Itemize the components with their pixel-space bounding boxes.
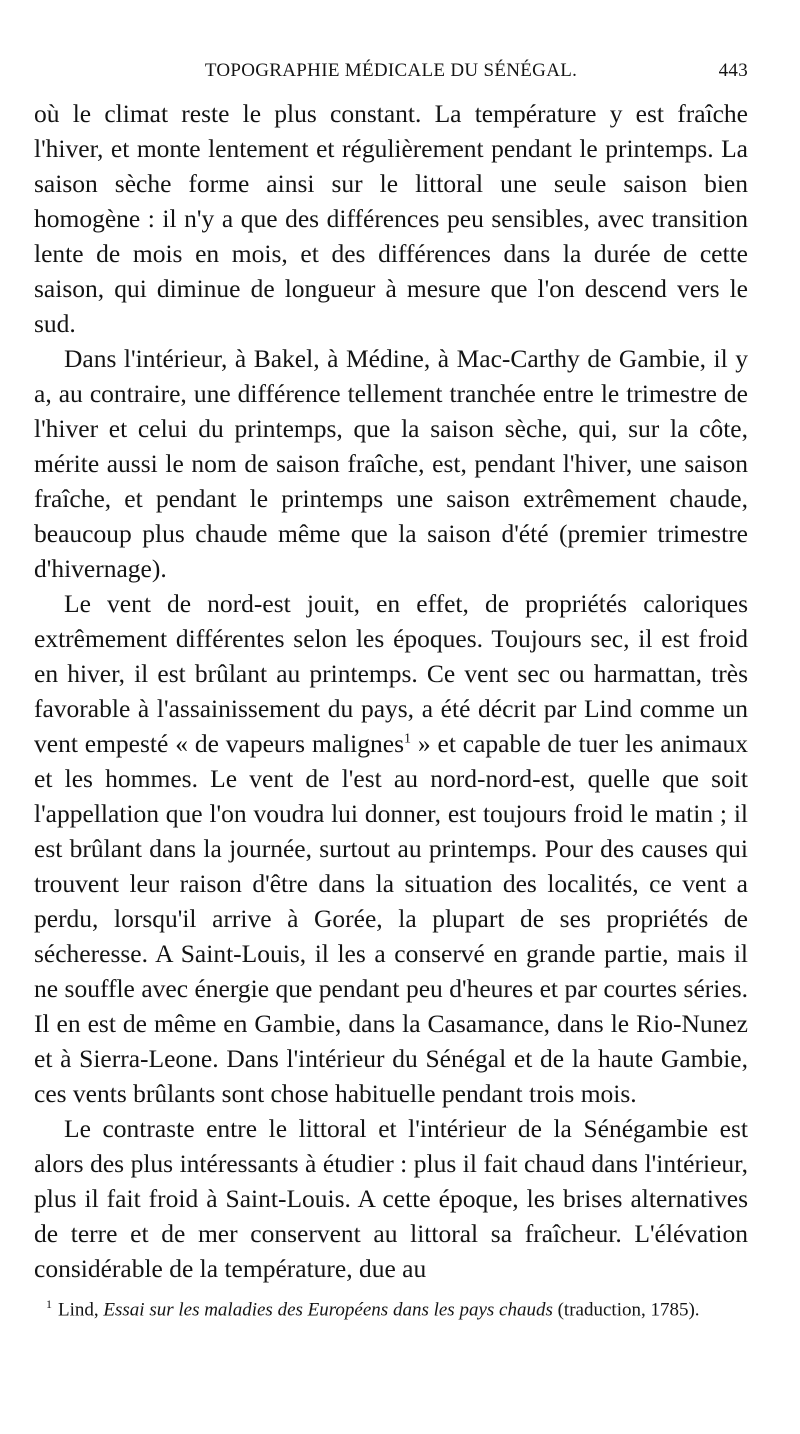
running-header bbox=[34, 60, 748, 90]
document-page bbox=[34, 0, 748, 1434]
page-number: 443 bbox=[718, 60, 748, 81]
paragraph-3-part-2: » et capable de tuer les animaux et les hommes. Le vent de l'est au nord-nord-est, quelle que soit l'appellation que l'on voudra lui donner, est toujours froid le matin ; il est brûlant dans la journée, surtout au printemps. Pour des causes qui trouvent leur raison d'être dans la situation des localités, ce vent a perdu, lorsqu'il arrive à Gorée, la plupart de ses propriétés de sécheresse. A Saint-Louis, il les a conservé en grande partie, mais il ne souffle avec énergie que pendant peu d'heures et par courtes séries. Il en est de même en Gambie, dans la Casamance, dans le Rio-Nunez et à Sierra-Leone. Dans l'intérieur du Sénégal et de la haute Gambie, ces vents brûlants sont chose habituelle pendant trois mois. bbox=[34, 729, 748, 1108]
footnote-author: Lind, bbox=[58, 1299, 99, 1321]
footnote-rest: (traduction, 1785). bbox=[557, 1299, 700, 1321]
footnote-marker: 1 bbox=[46, 1297, 52, 1311]
footnote-title: Essai sur les maladies des Européens dans les pays chauds bbox=[103, 1299, 553, 1321]
paragraph-4: Le contraste entre le littoral et l'intérieur de la Sénégambie est alors des plus intéressants à étudier : plus il fait chaud dans l'intérieur, plus il fait froid à Saint-Louis. A cette époque, les brises alternatives de terre et de mer conservent au littoral sa fraîcheur. L'élévation considérable de la température, due au bbox=[34, 1114, 748, 1283]
paragraph-3-part-1: Le vent de nord-est jouit, en effet, de propriétés caloriques extrêmement différentes selon les époques. Toujours sec, il est froid en hiver, il est brûlant au printemps. Ce vent sec ou harmattan, très favorable à l'assainissement du pays, a été décrit par Lind comme un vent empesté « de vapeurs malignes bbox=[34, 589, 748, 758]
paragraph-3 bbox=[34, 586, 748, 1111]
paragraph-1: où le climat reste le plus constant. La température y est fraîche l'hiver, et monte lentement et régulièrement pendant le printemps. La saison sèche forme ainsi sur le littoral une seule saison bien homogène : il n'y a que des différences peu sensibles, avec transition lente de mois en mois, et des différences dans la durée de cette saison, qui diminue de longueur à mesure que l'on descend vers le sud. bbox=[34, 99, 748, 338]
paragraph-2: Dans l'intérieur, à Bakel, à Médine, à Mac-Carthy de Gambie, il y a, au contraire, une différence tellement tranchée entre le trimestre de l'hiver et celui du printemps, que la saison sèche, qui, sur la côte, mérite aussi le nom de saison fraîche, est, pendant l'hiver, une saison fraîche, et pendant le printemps une saison extrêmement chaude, beaucoup plus chaude même que la saison d'été (premier trimestre d'hivernage). bbox=[34, 344, 748, 583]
body-text bbox=[34, 96, 748, 1286]
header-title: TOPOGRAPHIE MÉDICALE DU SÉNÉGAL. bbox=[204, 60, 578, 81]
footnote-reference: 1 bbox=[404, 731, 412, 747]
footnote bbox=[34, 1290, 748, 1324]
